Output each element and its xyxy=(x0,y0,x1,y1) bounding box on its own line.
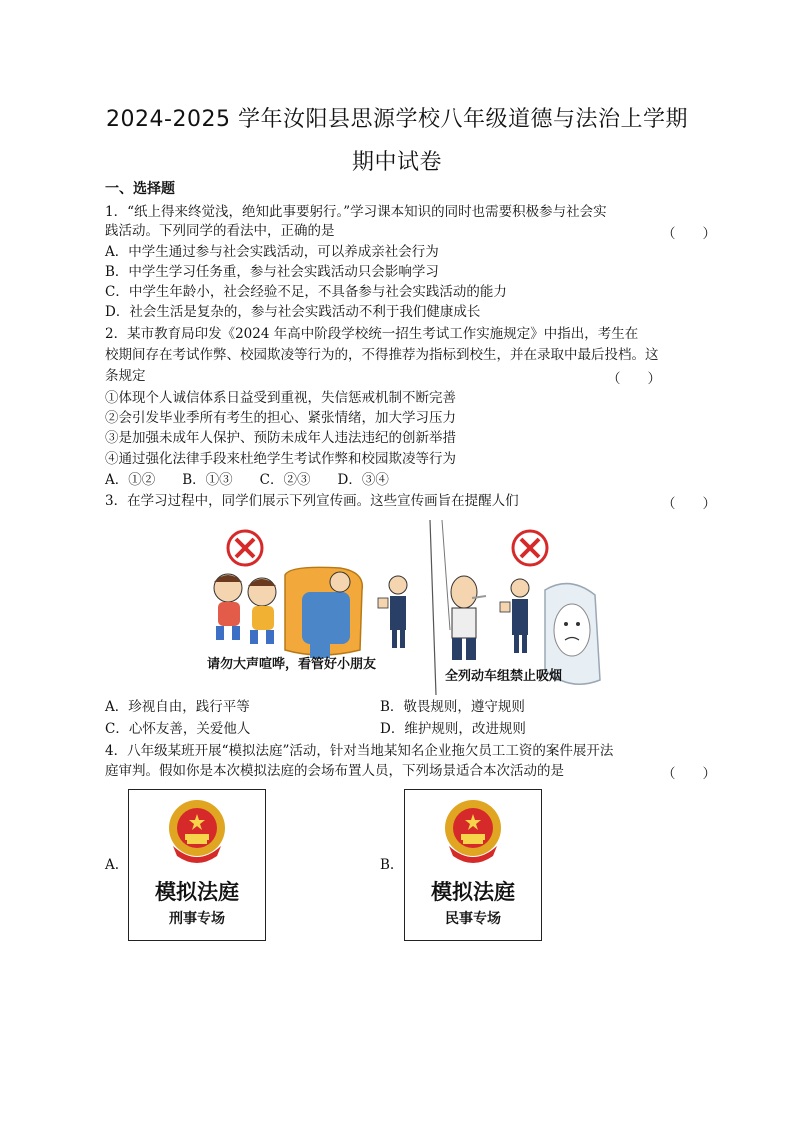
staff-stop-gesture-icon-2 xyxy=(500,579,529,653)
q3-option-d: D．维护规则，改进规则 xyxy=(380,721,526,737)
prohibition-icon xyxy=(228,531,262,565)
sofa-person-icon xyxy=(285,567,362,658)
q1-option-c: C．中学生年龄小，社会经验不足，不具备参与社会实践活动的能力 xyxy=(105,284,507,300)
q2-item-2: ②会引发毕业季所有考生的担心、紧张情绪，加大学习压力 xyxy=(105,410,456,426)
q1-option-d: D．社会生活是复杂的，参与社会实践活动不利于我们健康成长 xyxy=(105,304,481,320)
q1-stem-line2: 践活动。下列同学的看法中，正确的是 xyxy=(105,223,335,239)
q3-stem: 3．在学习过程中，同学们展示下列宣传画。这些宣传画旨在提醒人们 xyxy=(105,493,519,509)
q3-caption-left: 请勿大声喧哗，看管好小朋友 xyxy=(207,657,377,672)
q4-option-a-image xyxy=(128,789,266,941)
national-emblem-icon xyxy=(167,798,227,870)
page-title-line2: 期中试卷 xyxy=(351,150,442,175)
page-title: 2024-2025 学年汝阳县思源学校八年级道德与法治上学期 xyxy=(106,107,688,132)
q4-option-b-image xyxy=(404,789,542,941)
section-heading: 一、选择题 xyxy=(105,181,175,197)
q2-options: A．①② B．①③ C．②③ D．③④ xyxy=(105,472,389,488)
q1-answer-blank: （ ） xyxy=(662,226,716,242)
q4-option-a-label: A. xyxy=(105,857,120,873)
q4-option-b-title: 模拟法庭 xyxy=(431,880,515,904)
prohibition-icon-2 xyxy=(513,531,547,565)
q2-item-4: ④通过强化法律手段来杜绝学生考试作弊和校园欺凌等行为 xyxy=(105,451,456,467)
q1-option-a: A．中学生通过参与社会实践活动，可以养成亲社会行为 xyxy=(105,244,439,260)
q4-option-b-subtitle: 民事专场 xyxy=(445,911,501,927)
smoker-icon xyxy=(451,576,486,660)
q2-answer-blank: （ ） xyxy=(607,371,661,387)
q4-stem-line2: 庭审判。假如你是本次模拟法庭的会场布置人员，下列场景适合本次活动的是 xyxy=(105,763,564,779)
q2-stem-line2: 校期间存在考试作弊、校园欺凌等行为的，不得推荐为指标到校生，并在录取中最后投档。这 xyxy=(105,347,659,363)
q3-option-b: B．敬畏规则，遵守规则 xyxy=(380,699,525,715)
q1-stem-line1: 1．“纸上得来终觉浅，绝知此事要躬行。”学习课本知识的同时也需要积极参与社会实 xyxy=(105,204,607,220)
q2-stem-line1: 2．某市教育局印发《2024 年高中阶段学校统一招生考试工作实施规定》中指出，考生在 xyxy=(105,326,639,342)
q3-answer-blank: （ ） xyxy=(662,496,716,512)
q3-caption-right: 全列动车组禁止吸烟 xyxy=(445,669,563,684)
q3-option-c: C．心怀友善，关爱他人 xyxy=(105,721,251,737)
q4-answer-blank: （ ） xyxy=(662,766,716,782)
staff-stop-gesture-icon xyxy=(378,576,407,648)
q1-option-b: B．中学生学习任务重，参与社会实践活动只会影响学习 xyxy=(105,264,439,280)
national-emblem-icon xyxy=(443,798,503,870)
q2-item-1: ①体现个人诚信体系日益受到重视，失信惩戒机制不断完善 xyxy=(105,390,456,406)
q3-posters-illustration xyxy=(190,520,610,695)
q4-option-a-title: 模拟法庭 xyxy=(155,880,239,904)
q4-option-a-subtitle: 刑事专场 xyxy=(169,911,225,927)
q2-stem-line3: 条规定 xyxy=(105,368,146,384)
q3-option-a: A．珍视自由，践行平等 xyxy=(105,699,250,715)
q4-option-b-label: B. xyxy=(380,857,395,873)
q4-stem-line1: 4．八年级某班开展“模拟法庭”活动，针对当地某知名企业拖欠员工工资的案件展开法 xyxy=(105,743,614,759)
q2-item-3: ③是加强未成年人保护、预防未成年人违法违纪的创新举措 xyxy=(105,430,456,446)
children-running-icon xyxy=(214,574,276,644)
